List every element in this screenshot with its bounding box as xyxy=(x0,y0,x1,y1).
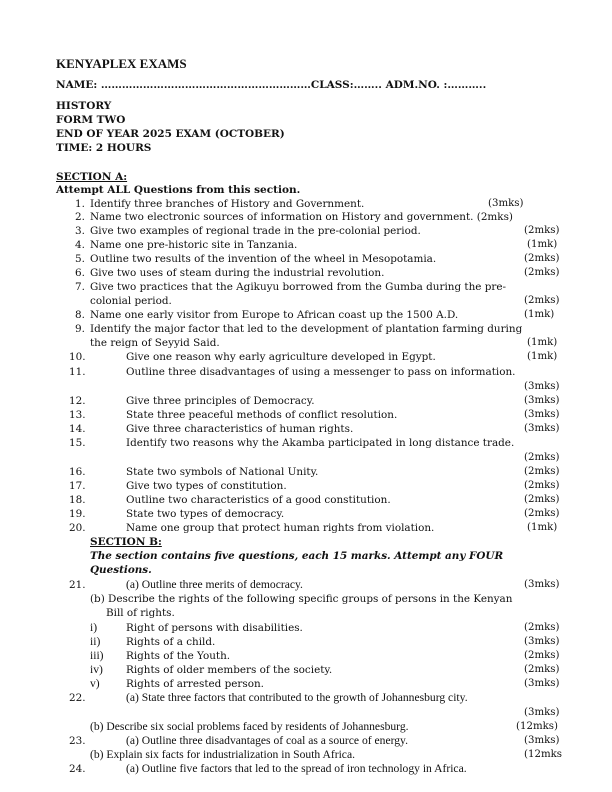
question-number: 20. xyxy=(69,522,86,534)
question-text: Identify two reasons why the Akamba participated in long distance trade. xyxy=(126,437,515,449)
question-marks: (12mks xyxy=(524,749,562,760)
question-marks: (3mks) xyxy=(488,198,524,209)
question-text: State two types of democracy. xyxy=(126,508,285,520)
question-number: 3. xyxy=(75,225,85,237)
question-number: 17. xyxy=(69,480,86,492)
question-text-continued: colonial period. xyxy=(90,295,172,307)
school-name: KENYAPLEX EXAMS xyxy=(56,56,187,71)
sub-question-number: ii) xyxy=(90,635,101,648)
name-class-adm-line: NAME: ……………………………………………………CLASS:…….. ADM.NO. :……….. xyxy=(56,79,487,91)
question-number: 24. xyxy=(69,763,86,775)
question-number: 10. xyxy=(69,351,86,363)
question-marks: (3mks) xyxy=(524,423,560,434)
question-marks: (2mks) xyxy=(524,508,560,519)
question-number: 16. xyxy=(69,466,86,478)
question-marks: (2mks) xyxy=(524,267,560,278)
time-label: TIME: 2 HOURS xyxy=(56,142,152,154)
sub-question-number: v) xyxy=(90,677,100,690)
question-text: Name one pre-historic site in Tanzania. xyxy=(90,239,298,251)
form-label: FORM TWO xyxy=(56,114,126,126)
question-text: Give two practices that the Agikuyu borrowed from the Gumba during the pre- xyxy=(90,281,507,293)
question-number: 13. xyxy=(69,409,86,421)
section-b-instruction: The section contains five questions, each 15 marks. Attempt any FOUR xyxy=(90,550,504,562)
question-number: 7. xyxy=(75,281,85,293)
question-text: Identify three branches of History and Government. xyxy=(90,198,365,210)
question-number: 9. xyxy=(75,323,85,335)
question-text: Identify the major factor that led to the development of plantation farming during xyxy=(90,323,523,335)
question-marks: (3mks) xyxy=(524,579,560,590)
question-number: 21. xyxy=(69,579,86,591)
question-part-b: (b) Explain six facts for industrialization in South Africa. xyxy=(90,748,355,761)
question-number: 1. xyxy=(75,198,85,210)
question-text: Give three characteristics of human rights. xyxy=(126,423,354,435)
question-text: Give three principles of Democracy. xyxy=(126,395,315,407)
sub-question-text: Rights of the Youth. xyxy=(126,650,231,662)
question-number: 2. xyxy=(75,211,85,223)
question-text: Outline three disadvantages of using a messenger to pass on information. xyxy=(126,366,516,378)
question-number: 11. xyxy=(69,366,86,378)
question-text: Name one group that protect human rights from violation. xyxy=(126,522,435,534)
question-number: 8. xyxy=(75,309,85,321)
question-number: 5. xyxy=(75,253,85,265)
question-marks: (3mks) xyxy=(524,678,560,689)
question-part-b-continued: Bill of rights. xyxy=(106,607,175,619)
section-a-title: SECTION A: xyxy=(56,171,128,183)
question-marks: (2mks) xyxy=(524,225,560,236)
exam-label: END OF YEAR 2025 EXAM (OCTOBER) xyxy=(56,128,285,140)
question-marks: (2mks) xyxy=(524,650,560,661)
question-part-a: (a) Outline three merits of democracy. xyxy=(126,578,303,591)
question-number: 18. xyxy=(69,494,86,506)
question-part-b: (b) Describe the rights of the following specific groups of persons in the Kenyan xyxy=(90,593,513,605)
question-text-continued: the reign of Seyyid Said. xyxy=(90,337,220,349)
question-text: Outline two characteristics of a good constitution. xyxy=(126,494,391,506)
question-marks: (2mks) xyxy=(524,295,560,306)
sub-question-number: i) xyxy=(90,621,98,634)
question-number: 22. xyxy=(69,692,86,704)
question-marks: (1mk) xyxy=(524,309,555,320)
question-text: Give one reason why early agriculture developed in Egypt. xyxy=(126,351,436,363)
section-b-instruction-continued: Questions. xyxy=(90,564,152,576)
sub-question-text: Rights of a child. xyxy=(126,636,216,648)
section-a-instruction: Attempt ALL Questions from this section. xyxy=(56,184,301,196)
question-marks: (3mks) xyxy=(524,735,560,746)
question-marks: (2mks) xyxy=(524,664,560,675)
question-marks: (1mk) xyxy=(527,351,558,362)
question-text: Give two examples of regional trade in the pre-colonial period. xyxy=(90,225,421,237)
question-marks: (2mks) xyxy=(524,452,560,463)
question-part-a: (a) Outline five factors that led to the spread of iron technology in Africa. xyxy=(126,762,467,775)
question-marks: (3mks) xyxy=(524,636,560,647)
question-marks: (3mks) xyxy=(524,707,560,718)
question-marks: (3mks) xyxy=(524,381,560,392)
question-text: State two symbols of National Unity. xyxy=(126,466,319,478)
question-marks: (2mks) xyxy=(524,480,560,491)
question-part-b: (b) Describe six social problems faced by residents of Johannesburg. xyxy=(90,720,409,733)
question-part-a: (a) State three factors that contributed to the growth of Johannesburg city. xyxy=(126,691,468,704)
question-number: 6. xyxy=(75,267,85,279)
sub-question-text: Right of persons with disabilities. xyxy=(126,622,303,634)
question-marks: (2mks) xyxy=(524,466,560,477)
question-number: 14. xyxy=(69,423,86,435)
sub-question-text: Rights of older members of the society. xyxy=(126,664,333,676)
section-b-title: SECTION B: xyxy=(90,536,162,548)
question-marks: (2mks) xyxy=(524,494,560,505)
question-number: 4. xyxy=(75,239,85,251)
question-marks: (3mks) xyxy=(524,409,560,420)
question-text: Outline two results of the invention of the wheel in Mesopotamia. xyxy=(90,253,437,265)
sub-question-number: iv) xyxy=(90,663,103,676)
question-marks: (12mks) xyxy=(516,721,558,732)
question-marks: (1mk) xyxy=(527,239,558,250)
question-text: Give two types of constitution. xyxy=(126,480,287,492)
question-number: 23. xyxy=(69,735,86,747)
question-text: Give two uses of steam during the industrial revolution. xyxy=(90,267,385,279)
question-marks: (1mk) xyxy=(527,522,558,533)
question-number: 15. xyxy=(69,437,86,449)
question-text: Name one early visitor from Europe to African coast up the 1500 A.D. xyxy=(90,309,459,321)
subject-label: HISTORY xyxy=(56,100,112,112)
sub-question-number: iii) xyxy=(90,649,104,662)
question-number: 12. xyxy=(69,395,86,407)
question-marks: (2mks) xyxy=(524,253,560,264)
question-text: State three peaceful methods of conflict resolution. xyxy=(126,409,398,421)
question-marks: (2mks) xyxy=(524,622,560,633)
question-marks: (1mk) xyxy=(527,337,558,348)
sub-question-text: Rights of arrested person. xyxy=(126,678,264,690)
question-marks: (3mks) xyxy=(524,395,560,406)
question-number: 19. xyxy=(69,508,86,520)
question-text: Name two electronic sources of information on History and government. (2mks) xyxy=(90,211,513,223)
question-part-a: (a) Outline three disadvantages of coal as a source of energy. xyxy=(126,734,408,747)
